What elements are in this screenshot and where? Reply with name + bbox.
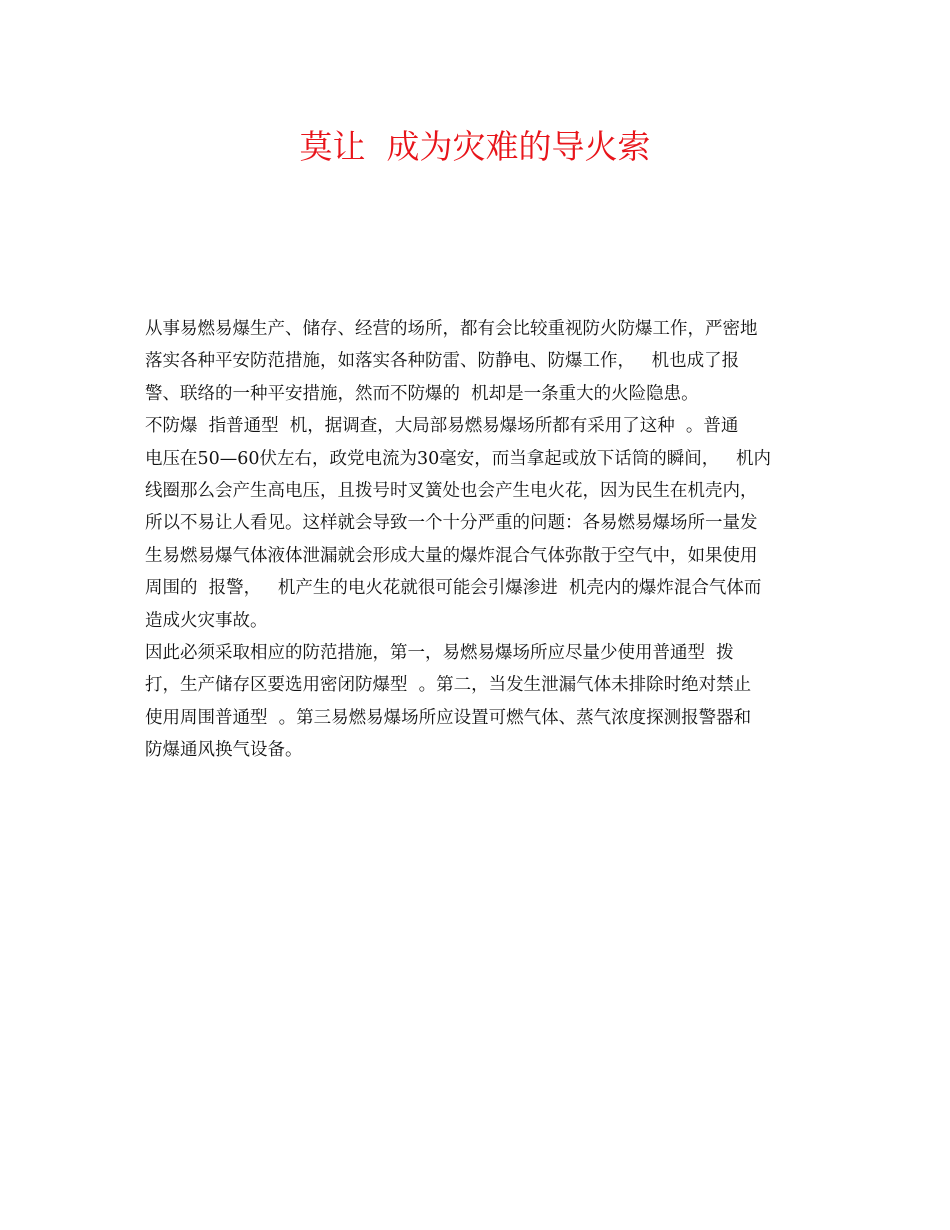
body-line: 使用周围普通型 。第三易燃易爆场所应设置可燃气体、蒸气浓度探测报警器和 xyxy=(145,707,752,728)
body-line: 电压在50—60伏左右，政党电流为30毫安，而当拿起或放下话筒的瞬间， 机内 xyxy=(145,448,771,469)
body-line: 生易燃易爆气体液体泄漏就会形成大量的爆炸混合气体弥散于空气中，如果使用 xyxy=(145,545,758,566)
body-line: 因此必须采取相应的防范措施，第一，易燃易爆场所应尽量少使用普通型 拨 xyxy=(145,642,734,663)
body-line: 落实各种平安防范措施，如落实各种防雷、防静电、防爆工作， 机也成了报 xyxy=(145,351,740,372)
body-line: 造成火灾事故。 xyxy=(145,610,268,631)
body-line: 从事易燃易爆生产、储存、经营的场所，都有会比较重视防火防爆工作，严密地 xyxy=(145,319,758,339)
document-title: 莫让 成为灾难的导火索 xyxy=(299,127,651,166)
body-line: 所以不易让人看见。这样就会导致一个十分严重的问题：各易燃易爆场所一量发 xyxy=(145,513,758,534)
body-line: 警、联络的一种平安措施，然而不防爆的 机却是一条重大的火险隐患。 xyxy=(145,383,699,404)
body-line: 不防爆 指普通型 机，据调查，大局部易燃易爆场所都有采用了这种 。普通 xyxy=(145,416,739,437)
body-line: 周围的 报警， 机产生的电火花就很可能会引爆渗进 机壳内的爆炸混合气体而 xyxy=(145,578,762,599)
body-line: 打，生产储存区要选用密闭防爆型 。第二，当发生泄漏气体未排除时绝对禁止 xyxy=(145,675,752,696)
document-body xyxy=(145,313,815,766)
body-line: 防爆通风换气设备。 xyxy=(145,740,303,761)
body-line: 线圈那么会产生高电压，且拨号时叉簧处也会产生电火花，因为民生在机壳内， xyxy=(145,480,758,501)
